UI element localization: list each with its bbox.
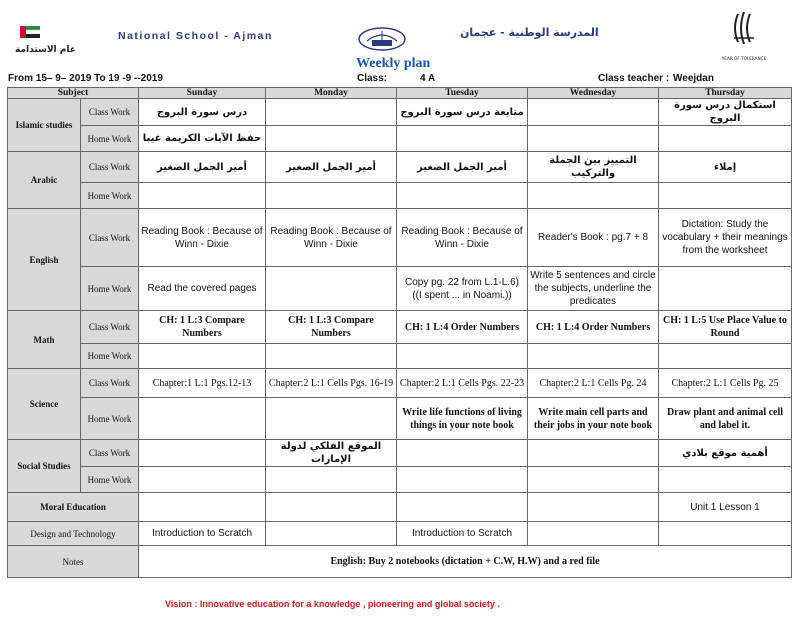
cell: Unit 1 Lesson 1 <box>659 493 792 522</box>
cell: Reading Book : Because of Winn - Dixie <box>139 209 266 267</box>
cell <box>659 522 792 546</box>
page-title: Weekly plan <box>356 56 431 71</box>
cell <box>528 493 659 522</box>
cell: Chapter:2 L:1 Cells Pgs. 16-19 <box>266 369 397 398</box>
class-label: Class: <box>357 73 388 84</box>
cell: Write 5 sentences and circle the subjects, underline the predicates <box>528 267 659 311</box>
date-range: From 15– 9– 2019 To 19 -9 --2019 <box>8 73 163 84</box>
class-work-label: Class Work <box>81 440 139 467</box>
class-work-label: Class Work <box>81 99 139 126</box>
cell: Introduction to Scratch <box>139 522 266 546</box>
cell: CH: 1 L:3 Compare Numbers <box>266 311 397 344</box>
cell: Dictation: Study the vocabulary + their meanings from the worksheet <box>659 209 792 267</box>
header-sunday: Sunday <box>139 88 266 99</box>
cell <box>528 440 659 467</box>
table-row <box>8 546 792 578</box>
cell <box>266 126 397 152</box>
header-thursday: Thursday <box>659 88 792 99</box>
cell: استكمال درس سورة البروج <box>659 99 792 126</box>
table-row <box>8 467 792 493</box>
cell: حفظ الآيات الكريمة غيبا <box>139 126 266 152</box>
cell: Copy pg. 22 from L.1-L.6) ((I spent ... in Noami.)) <box>397 267 528 311</box>
cell <box>528 344 659 369</box>
home-work-label: Home Work <box>81 183 139 209</box>
cell: Reading Book : Because of Winn - Dixie <box>266 209 397 267</box>
cell <box>139 398 266 440</box>
table-row <box>8 344 792 369</box>
cell: CH: 1 L:4 Order Numbers <box>397 311 528 344</box>
page-header <box>0 0 794 72</box>
subject-math: Math <box>8 311 81 369</box>
cell <box>266 467 397 493</box>
header-wednesday: Wednesday <box>528 88 659 99</box>
school-name-arabic: المدرسة الوطنية - عجمان <box>460 26 599 39</box>
cell: أمير الجمل الصغير <box>139 152 266 183</box>
cell: CH: 1 L:5 Use Place Value to Round <box>659 311 792 344</box>
class-value: 4 A <box>420 73 436 84</box>
cell <box>139 467 266 493</box>
cell <box>139 440 266 467</box>
cell: أهمية موقع بلادي <box>659 440 792 467</box>
home-work-label: Home Work <box>81 467 139 493</box>
class-work-label: Class Work <box>81 209 139 267</box>
cell <box>659 126 792 152</box>
cell: Reading Book : Because of Winn - Dixie <box>397 209 528 267</box>
table-row <box>8 369 792 398</box>
cell <box>139 493 266 522</box>
cell <box>397 344 528 369</box>
class-work-label: Class Work <box>81 311 139 344</box>
logo-left-text: عام الاستدامة <box>15 45 76 55</box>
logo-right-caption: YEAR OF TOLERANCE <box>721 56 767 61</box>
cell <box>397 126 528 152</box>
subject-arabic: Arabic <box>8 152 81 209</box>
cell <box>266 99 397 126</box>
cell: Chapter:1 L:1 Pgs.12-13 <box>139 369 266 398</box>
cell <box>659 344 792 369</box>
cell: Reader's Book : pg.7 + 8 <box>528 209 659 267</box>
subject-islamic: Islamic studies <box>8 99 81 152</box>
notes-text: English: Buy 2 notebooks (dictation + C.W, H.W) and a red file <box>139 546 792 578</box>
cell: أمير الجمل الصغير <box>266 152 397 183</box>
cell <box>659 267 792 311</box>
cell <box>528 522 659 546</box>
header-subject: Subject <box>8 88 139 99</box>
notes-label: Notes <box>8 546 139 578</box>
cell: Chapter:2 L:1 Cells Pg. 25 <box>659 369 792 398</box>
table-row <box>8 493 792 522</box>
weekly-plan-table <box>7 87 792 578</box>
school-crest-icon <box>357 26 407 52</box>
cell <box>139 344 266 369</box>
cell <box>659 183 792 209</box>
subject-social-studies: Social Studies <box>8 440 81 493</box>
cell <box>266 344 397 369</box>
cell: الموقع الفلكي لدولة الإمارات <box>266 440 397 467</box>
cell: CH: 1 L:3 Compare Numbers <box>139 311 266 344</box>
cell <box>397 183 528 209</box>
header-monday: Monday <box>266 88 397 99</box>
table-header-row <box>8 88 792 99</box>
class-work-label: Class Work <box>81 152 139 183</box>
cell <box>659 467 792 493</box>
table-row <box>8 209 792 267</box>
cell: Read the covered pages <box>139 267 266 311</box>
table-row <box>8 152 792 183</box>
home-work-label: Home Work <box>81 126 139 152</box>
table-row <box>8 126 792 152</box>
teacher-value: Weejdan <box>673 73 714 84</box>
vision-statement: Vision : Innovative education for a knowledge , pioneering and global society . <box>165 599 500 609</box>
header-tuesday: Tuesday <box>397 88 528 99</box>
sustainability-year-logo <box>12 18 82 60</box>
cell: درس سورة البروج <box>139 99 266 126</box>
table-row <box>8 183 792 209</box>
home-work-label: Home Work <box>81 344 139 369</box>
cell <box>266 522 397 546</box>
cell: Introduction to Scratch <box>397 522 528 546</box>
cell: Write life functions of living things in your note book <box>397 398 528 440</box>
table-row <box>8 522 792 546</box>
cell <box>528 183 659 209</box>
cell: التمييز بين الجملة والتركيب <box>528 152 659 183</box>
table-row <box>8 99 792 126</box>
cell <box>266 493 397 522</box>
class-work-label: Class Work <box>81 369 139 398</box>
cell <box>397 467 528 493</box>
cell: Draw plant and animal cell and label it. <box>659 398 792 440</box>
school-name-english: National School - Ajman <box>118 30 273 42</box>
cell: Chapter:2 L:1 Cells Pgs. 22-23 <box>397 369 528 398</box>
cell <box>528 99 659 126</box>
cell: إملاء <box>659 152 792 183</box>
cell: CH: 1 L:4 Order Numbers <box>528 311 659 344</box>
cell: Chapter:2 L:1 Cells Pg. 24 <box>528 369 659 398</box>
subject-english: English <box>8 209 81 311</box>
table-row <box>8 267 792 311</box>
cell <box>266 183 397 209</box>
table-row <box>8 311 792 344</box>
subject-science: Science <box>8 369 81 440</box>
cell <box>528 467 659 493</box>
subject-moral-education: Moral Education <box>8 493 139 522</box>
cell <box>266 267 397 311</box>
cell: متابعة درس سورة البروج <box>397 99 528 126</box>
cell <box>397 440 528 467</box>
table-row <box>8 398 792 440</box>
cell <box>266 398 397 440</box>
cell <box>397 493 528 522</box>
home-work-label: Home Work <box>81 267 139 311</box>
subject-design-technology: Design and Technology <box>8 522 139 546</box>
table-row <box>8 440 792 467</box>
cell: Write main cell parts and their jobs in your note book <box>528 398 659 440</box>
year-of-tolerance-logo <box>716 8 772 66</box>
cell: أمير الجمل الصغير <box>397 152 528 183</box>
cell <box>528 126 659 152</box>
teacher-label: Class teacher : <box>598 73 670 84</box>
cell <box>139 183 266 209</box>
home-work-label: Home Work <box>81 398 139 440</box>
